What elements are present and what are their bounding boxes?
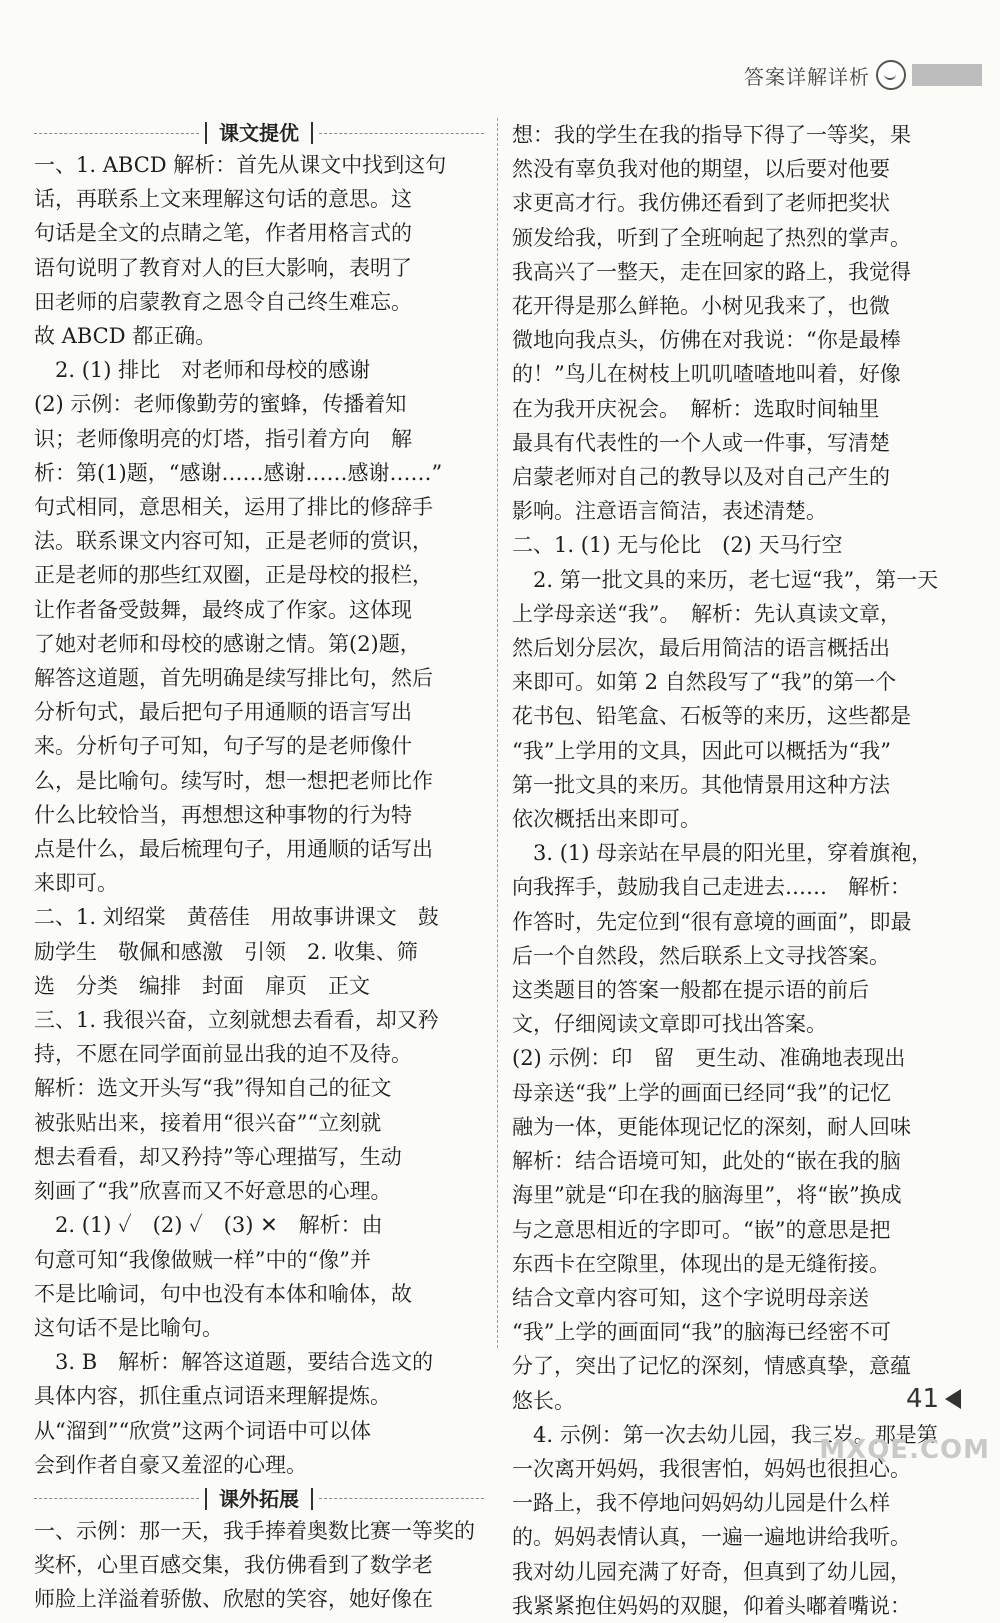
text-line: 作答时，先定位到“很有意境的画面”，即最 — [512, 909, 912, 934]
header-bar — [912, 64, 982, 86]
text-line: 一次离开妈妈，我很害怕，妈妈也很担心。 — [512, 1456, 911, 1481]
page-number — [906, 1384, 961, 1414]
text-line: 来即可。 — [34, 871, 118, 896]
text-line: 微地向我点头，仿佛在对我说：“你是最棒 — [512, 328, 901, 353]
text-line: 最具有代表性的一个人或一件事，写清楚 — [512, 430, 890, 455]
text-line: 分析句式，最后把句子用通顺的语言写出 — [34, 700, 412, 725]
text-line: 会到作者自豪又羞涩的心理。 — [34, 1452, 307, 1477]
text-line: 海里”就是“印在我的脑海里”，将“嵌”换成 — [512, 1183, 902, 1208]
text-line: 师脸上洋溢着骄傲、欣慰的笑容，她好像在 — [34, 1587, 433, 1612]
text-line: 具体内容，抓住重点词语来理解提炼。 — [34, 1384, 391, 1409]
text-line: 让作者备受鼓舞，最终成了作家。这体现 — [34, 597, 412, 622]
text-line: 求更高才行。我仿佛还看到了老师把奖状 — [512, 191, 890, 216]
text-line: 句式相同，意思相关，运用了排比的修辞手 — [34, 495, 433, 520]
text-line: “我”上学的画面同“我”的脑海已经密不可 — [512, 1320, 891, 1345]
text-line: 我高兴了一整天，走在回家的路上，我觉得 — [512, 259, 911, 284]
text-line: 后一个自然段，然后联系上文寻找答案。 — [512, 943, 890, 968]
text-line: 依次概括出来即可。 — [512, 807, 701, 832]
text-line: 的！”鸟儿在树枝上叽叽喳喳地叫着，好像 — [512, 362, 901, 387]
text-line: 在为我开庆祝会。 解析：选取时间轴里 — [512, 396, 880, 421]
right-column — [512, 118, 964, 1623]
left-column — [34, 118, 484, 1617]
text-line: 二、1. 刘绍棠 黄蓓佳 用故事讲课文 鼓 — [34, 905, 439, 930]
text-line: (2) 示例：印 留 更生动、准确地表现出 — [512, 1046, 906, 1071]
text-line: 句话是全文的点睛之笔，作者用格言式的 — [34, 221, 412, 246]
page-header — [744, 60, 982, 90]
text-line: 励学生 敬佩和感激 引领 2. 收集、筛 — [34, 939, 418, 964]
text-line: 这句话不是比喻句。 — [34, 1315, 223, 1340]
text-line: 解析：选文开头写“我”得知自己的征文 — [34, 1076, 392, 1101]
right-answers — [512, 118, 964, 1623]
text-line: 语句说明了教育对人的巨大影响，表明了 — [34, 255, 412, 280]
left-answers — [34, 148, 484, 1482]
text-line: 文，仔细阅读文章即可找出答案。 — [512, 1012, 827, 1037]
text-line: 我对幼儿园充满了好奇，但真到了幼儿园， — [512, 1559, 911, 1584]
text-line: 析：第(1)题，“感谢……感谢……感谢……” — [34, 460, 443, 485]
text-line: 花开得是那么鲜艳。小树见我来了，也微 — [512, 294, 890, 319]
text-line: 一、示例：那一天，我手捧着奥数比赛一等奖的 — [34, 1518, 475, 1543]
text-line: 2. (1) ✓ (2) ✓ (3) ✕ 解析：由 — [34, 1213, 383, 1238]
text-line: 一、1. ABCD 解析：首先从课文中找到这句 — [34, 153, 447, 177]
text-line: 被张贴出来，接着用“很兴奋”“立刻就 — [34, 1110, 382, 1135]
text-line: 点是什么，最后梳理句子，用通顺的话写出 — [34, 837, 433, 862]
text-line: (2) 示例：老师像勤劳的蜜蜂，传播着知 — [34, 392, 407, 417]
column-divider — [497, 118, 498, 1348]
text-line: 了她对老师和母校的感谢之情。第(2)题， — [34, 631, 421, 656]
text-line: 从“溜到”“欣赏”这两个词语中可以体 — [34, 1418, 371, 1443]
text-line: 奖杯，心里百感交集，我仿佛看到了数学老 — [34, 1553, 433, 1578]
text-line: 3. (1) 母亲站在早晨的阳光里，穿着旗袍， — [512, 841, 933, 866]
text-line: 不是比喻词，句中也没有本体和喻体，故 — [34, 1281, 412, 1306]
section-header-kewai — [34, 1484, 484, 1514]
section-title-2: 课外拓展 — [205, 1488, 313, 1510]
text-line: 母亲送“我”上学的画面已经同“我”的记忆 — [512, 1080, 891, 1105]
text-line: 故 ABCD 都正确。 — [34, 324, 217, 349]
text-line: 上学母亲送“我”。 解析：先认真读文章， — [512, 601, 901, 626]
text-line: 识；老师像明亮的灯塔，指引着方向 解 — [34, 426, 412, 451]
text-line: 刻画了“我”欣喜而又不好意思的心理。 — [34, 1179, 392, 1204]
text-line: 4. 示例：第一次去幼儿园，我三岁。那是第 — [512, 1422, 938, 1447]
text-line: 悠长。 — [512, 1388, 575, 1413]
text-line: 影响。注意语言简洁，表述清楚。 — [512, 499, 827, 524]
text-line: 二、1. (1) 无与伦比 (2) 天马行空 — [512, 533, 843, 558]
text-line: 解答这道题，首先明确是续写排比句，然后 — [34, 666, 433, 691]
text-line: 田老师的启蒙教育之恩令自己终生难忘。 — [34, 289, 412, 314]
text-line: 东西卡在空隙里，体现出的是无缝衔接。 — [512, 1251, 890, 1276]
watermark: MXQE.COM — [819, 1435, 990, 1465]
section-header-keyuan — [34, 118, 484, 148]
text-line: 什么比较恰当，再想想这种事物的行为特 — [34, 802, 412, 827]
text-line: 么，是比喻句。续写时，想一想把老师比作 — [34, 768, 433, 793]
text-line: 结合文章内容可知，这个字说明母亲送 — [512, 1285, 869, 1310]
text-line: 与之意思相近的字即可。“嵌”的意思是把 — [512, 1217, 891, 1242]
text-line: 分了，突出了记忆的深刻，情感真挚，意蕴 — [512, 1354, 911, 1379]
text-line: 然没有辜负我对他的期望，以后要对他要 — [512, 157, 890, 182]
text-line: 3. B 解析：解答这道题，要结合选文的 — [34, 1350, 434, 1375]
text-line: “我”上学用的文具，因此可以概括为“我” — [512, 738, 891, 763]
text-line: 法。联系课文内容可知，正是老师的赏识， — [34, 529, 433, 554]
text-line: 选 分类 编排 封面 扉页 正文 — [34, 973, 370, 998]
text-line: 启蒙老师对自己的教导以及对自己产生的 — [512, 465, 890, 490]
text-line: 句意可知“我像做贼一样”中的“像”并 — [34, 1247, 371, 1272]
text-line: 这类题目的答案一般都在提示语的前后 — [512, 978, 869, 1003]
text-line: 话，再联系上文来理解这句话的意思。这 — [34, 187, 412, 212]
text-line: 来即可。如第 2 自然段写了“我”的第一个 — [512, 670, 897, 695]
text-line: 持，不愿在同学面前显出我的迫不及待。 — [34, 1042, 412, 1067]
section-title: 课文提优 — [205, 122, 313, 144]
text-line: 来。分析句子可知，句子写的是老师像什 — [34, 734, 412, 759]
text-line: 的。妈妈表情认真，一遍一遍地讲给我听。 — [512, 1525, 911, 1550]
text-line: 想去看看，却又矜持”等心理描写，生动 — [34, 1144, 402, 1169]
header-title: 答案详解详析 — [744, 64, 870, 89]
text-line: 一路上，我不停地问妈妈幼儿园是什么样 — [512, 1491, 890, 1516]
text-line: 融为一体，更能体现记忆的深刻，耐人回味 — [512, 1114, 911, 1139]
triangle-left-icon — [945, 1389, 961, 1409]
text-line: 花书包、铅笔盒、石板等的来历，这些都是 — [512, 704, 911, 729]
text-line: 第一批文具的来历。其他情景用这种方法 — [512, 772, 890, 797]
text-line: 我紧紧抱住妈妈的双腿，仰着头嘟着嘴说： — [512, 1593, 911, 1618]
text-line: 解析：结合语境可知，此处的“嵌在我的脑 — [512, 1149, 901, 1174]
text-line: 三、1. 我很兴奋，立刻就想去看看，却又矜 — [34, 1008, 439, 1033]
text-line: 2. (1) 排比 对老师和母校的感谢 — [34, 358, 371, 383]
left-answers-2 — [34, 1514, 484, 1617]
text-line: 正是老师的那些红双圈，正是母校的报栏， — [34, 563, 433, 588]
smile-icon — [876, 60, 906, 90]
text-line: 然后划分层次，最后用简洁的语言概括出 — [512, 636, 890, 661]
page-number-text: 41 — [906, 1384, 940, 1414]
text-line: 颁发给我，听到了全班响起了热烈的掌声。 — [512, 225, 911, 250]
text-line: 2. 第一批文具的来历，老七逗“我”，第一天 — [512, 567, 939, 592]
text-line: 想：我的学生在我的指导下得了一等奖，果 — [512, 123, 911, 147]
text-line: 向我挥手，鼓励我自己走进去…… 解析： — [512, 875, 911, 900]
